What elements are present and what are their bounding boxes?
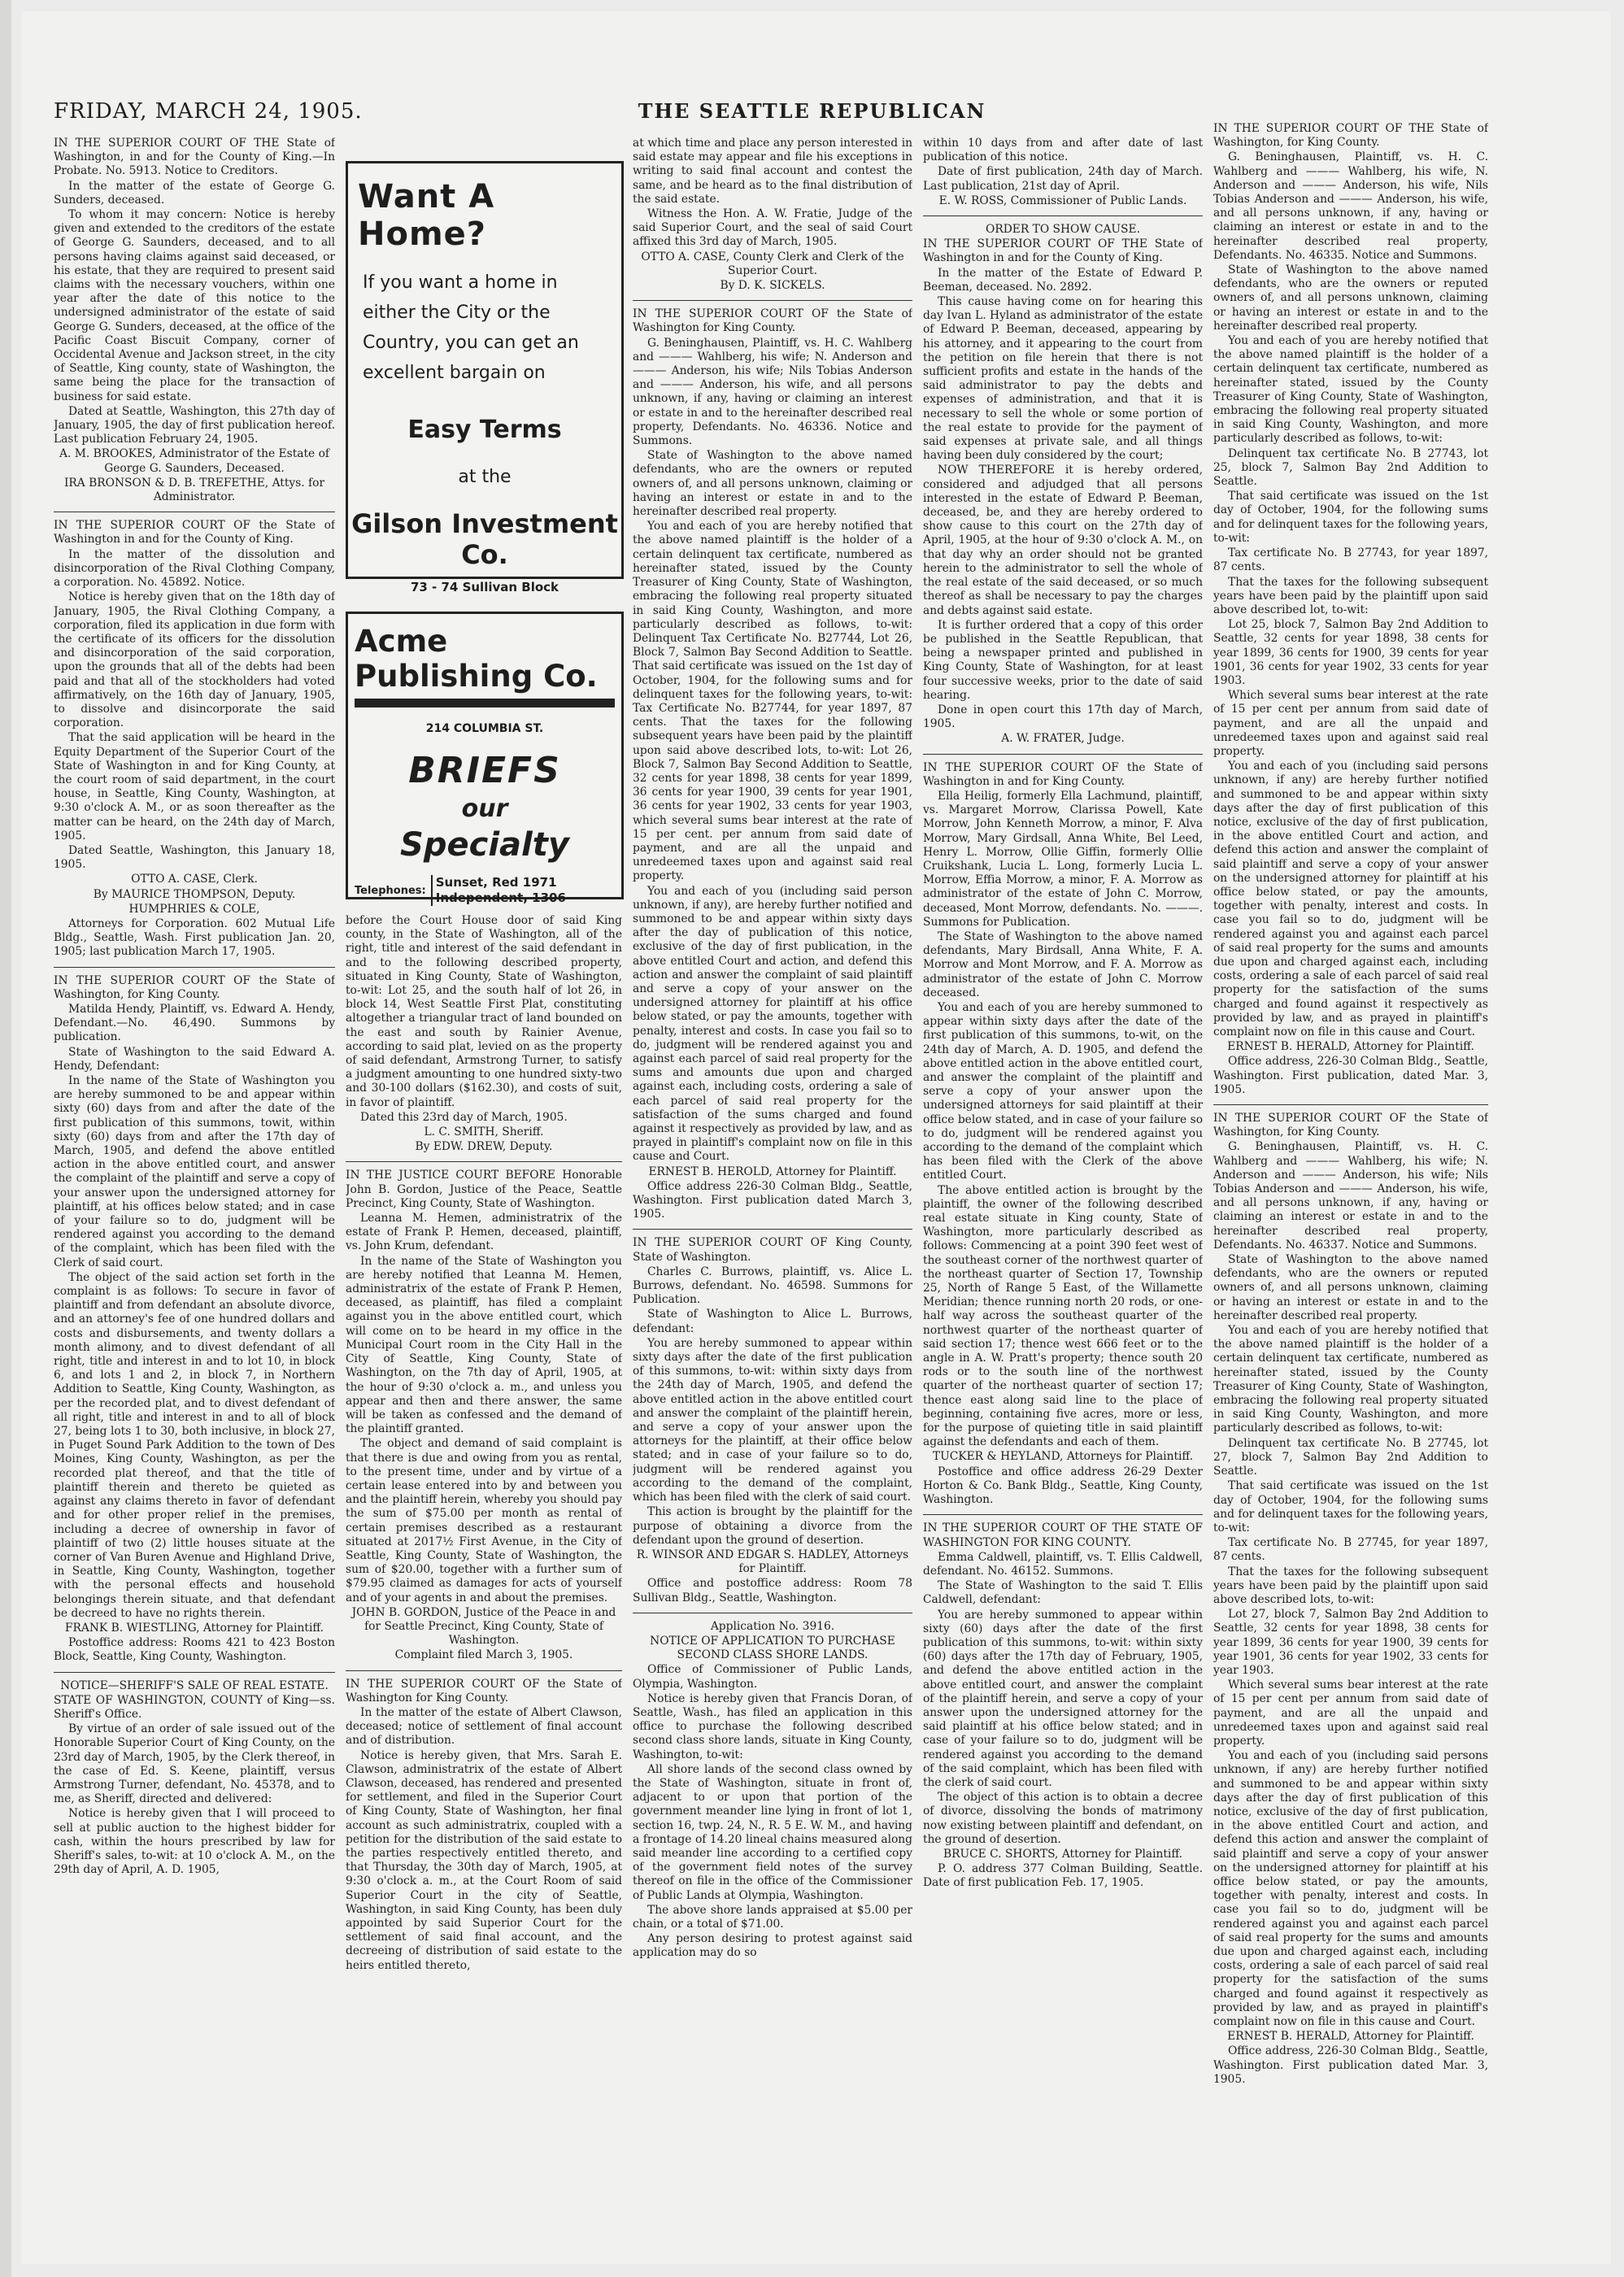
notice-paragraph: IN THE SUPERIOR COURT OF the State of Washington, for King County. (54, 973, 335, 1001)
notice-paragraph: In the matter of the estate of George G. Sunders, deceased. (54, 179, 335, 207)
notice-paragraph: Office of Commissioner of Public Lands, Olympia, Washington. (633, 1663, 912, 1691)
notice-paragraph: Tax certificate No. B 27743, for year 1897, 87 cents. (1213, 546, 1488, 574)
notice-signature: By D. K. SICKELS. (720, 279, 825, 293)
notice-paragraph: In the name of the State of Washington you are hereby summoned to be and appear within sixty (60) days from and after the date of the first publication of this summons, towit, within sixty (60) days from and after the 17th day of March, 1905, and defend the above entitled action in the above entitled court, and answer the complaint of the plaintiff and serve a copy of your answer upon the undersigned attorney for plaintiff, at his offices below stated; and in case of your failure so to do, judgment will be rendered against you according to the demand of the complaint, which has been filed with the Clerk of said court. (54, 1074, 335, 1269)
notice-paragraph: Dated Seattle, Washington, this January 18, 1905. (54, 843, 335, 872)
notice-signature: IRA BRONSON & D. B. TREFETHE, Attys. for Administrator. (63, 476, 325, 504)
notice-paragraph: Office and postoffice address: Room 78 Sullivan Bldg., Seattle, Washington. (633, 1577, 912, 1604)
tel-sunset: Sunset, Red 1971 (435, 875, 557, 890)
notice-paragraph: IN THE SUPERIOR COURT OF the State of Washington in and for the County of King. (54, 519, 335, 546)
notice-paragraph: before the Court House door of said King county, in the State of Washington, all of the right, title and interest of the said defendant in and to the following described property, situated in King County, State of Washington, to-wit: Lot 25, and the south half of lot 26, in block 14, West Seattle First Plat, constituting altogether a triangular tract of land bounded on the east and south by Rainier Avenue, according to said plat, levied on as the property of said defendant, Armstrong Turner, to satisfy a judgment amounting to one hundred sixty-two and 30-100 dollars ($162.30), and costs of suit, in favor of plaintiff. (346, 914, 622, 1109)
notice-paragraph: You and each of you (including said persons unknown, if any) are hereby further notified and summoned to be and appear within sixty days after the day of first publication of this notice, exclusive of the day of first publication, in the above entitled Court and action, and defend this action and answer the complaint of said plaintiff and serve a copy of your answer on the undersigned attorney for plaintiff at his office below stated, or pay the amounts, together with penalty, interest and costs. In case you fail so to do, judgment will be rendered against you and against each parcel of said real property for the sums and amounts due upon and charged against each, including costs, ordering a sale of each parcel of said real property for the satisfaction of the sums charged and found against it respectively as provided by law, and as prayed in plaintiff's complaint now on file in this cause and Court. (1213, 760, 1488, 1038)
notice-paragraph: It is further ordered that a copy of this order be published in the Seattle Republican, that being a newspaper printed and published in King County, State of Washington, for at least four successive weeks, prior to the date of said hearing. (923, 618, 1203, 702)
notice-paragraph: That said certificate was issued on the 1st day of October, 1904, for the following sums and for delinquent taxes for the following years, to-wit: (1213, 490, 1488, 545)
notice-paragraph: The object of this action is to obtain a decree of divorce, dissolving the bonds of matrimony now existing between plaintiff and defendant, on the ground of desertion. (923, 1791, 1203, 1846)
notice-paragraph: Emma Caldwell, plaintiff, vs. T. Ellis Caldwell, defendant. No. 46152. Summons. (923, 1550, 1203, 1578)
notice-paragraph: IN THE SUPERIOR COURT OF King County, State of Washington. (633, 1236, 912, 1264)
notice-paragraph: Lot 27, block 7, Salmon Bay 2nd Addition to Seattle, 32 cents for year 1898, 38 cents for year 1899, 36 cents for year 1900, 39 cents for year 1901, 36 cents for year 1902, 33 cents for year 1903. (1213, 1608, 1488, 1677)
ad-terms: Easy Terms (407, 416, 562, 444)
ad-company: Acme Publishing Co. (355, 624, 598, 694)
page-fold-shadow (0, 0, 11, 2277)
notice-beninghausen-46337 (1213, 1112, 1488, 2087)
column-5 (1213, 122, 1488, 2175)
notice-beninghausen-46335 (1213, 122, 1488, 1097)
notice-shore-lands-cont (923, 137, 1203, 208)
notice-paragraph: G. Beninghausen, Plaintiff, vs. H. C. Wahlberg and ——— Wahlberg, his wife, N. Anderson and ——— Anderson, his wife, Nils Tobias Anderson and ——— Anderson, his wife, and all persons unknown, if any, having or claiming an interest or estate in and to the hereinafter described real property, Defendants. No. 46335. Notice and Summons. (1213, 150, 1488, 262)
notice-clawson-cont (633, 137, 912, 293)
notice-paragraph: The object of the said action set forth in the complaint is as follows: To secure in favor of plaintiff and from defendant an absolute divorce, and an attorney's fee of one hundred dollars and costs and disbursements, and twenty dollars a month alimony, and to divest defendant of all right, title and interest in and to lot 10, in block 6, and lots 1 and 2, in block 7, in Northern Addition to Seattle, King County, Washington, as per the recorded plat, and to divest defendant of all right, title and interest in and to all of block 27, being lots 1 to 30, both inclusive, in block 27, in Puget Sound Park Addition to the town of Des Moines, King County, Washington, as per the recorded plat thereof, and that the title of plaintiff therein and thereto be quieted as against any claims thereto in favor of defendant and for other proper relief in the premises, including a decree of ownership in favor of plaintiff of two (2) little houses situate at the corner of Van Buren Avenue and Highland Drive, in Seattle, King County, Washington, together with the personal effects and household belongings therein situate, and that defendant be decreed to have no rights therein. (54, 1270, 335, 1620)
notice-paragraph: P. O. address 377 Colman Building, Seattle. Date of first publication Feb. 17, 1905. (923, 1862, 1203, 1890)
notice-paragraph: Which several sums bear interest at the rate of 15 per cent per annum from said date of payment, and are all the unpaid and unredeemed taxes upon and against said real property. (1213, 1678, 1488, 1748)
notice-paragraph: Notice is hereby given that I will proceed to sell at public auction to the highest bidder for cash, within the hours prescribed by law for Sheriff's sales, to-wit: at 10 o'clock A. M., on the 29th day of April, A. D. 1905, (54, 1807, 335, 1877)
notice-justice-court (346, 1169, 622, 1662)
notice-paragraph: Office address, 226-30 Colman Bldg., Seattle, Washington. First publication dated Mar. 3, 1905. (1213, 2044, 1488, 2086)
notice-paragraph: Witness the Hon. A. W. Fratie, Judge of the said Superior Court, and the seal of said Court affixed this 3rd day of March, 1905. (633, 207, 912, 249)
notice-paragraph: Notice is hereby given, that Mrs. Sarah E. Clawson, administratrix of the estate of Albert Clawson, deceased, has rendered and presented for settlement, and filed in the Superior Court of King County, State of Washington, her final account as such administratrix, coupled with a petition for the distribution of the said estate to the parties respectively entitled thereto, and that Thursday, the 30th day of March, 1905, at 9:30 o'clock a. m., at the Court Room of said Superior Court in the city of Seattle, Washington, in said King County, has been duly appointed by said Superior Court for the settlement of said final account, and the decreeing of distribution of said estate to the heirs entitled thereto, (346, 1748, 622, 1972)
notice-paragraph: Attorneys for Corporation. 602 Mutual Life Bldg., Seattle, Wash. First publication Jan. 20, 1905; last publication March 17, 1905. (54, 916, 335, 959)
notice-paragraph: State of Washington to the above named defendants, who are the owners or reputed owners of, and all persons unknown, claiming or having an interest or estate in and to the hereinafter described real property. (1213, 263, 1488, 333)
notice-paragraph: That the said application will be heard in the Equity Department of the Superior Court of the State of Washington in and for King County, at the court room of said department, in the court house, in Seattle, King County, Washington, at 9:30 o'clock A. M., or as soon thereafter as the matter can be heard, on the 24th day of March, 1905. (54, 731, 335, 842)
notice-heading: ORDER TO SHOW CAUSE. (986, 223, 1140, 237)
notice-paragraph: In the name of the State of Washington you are hereby notified that Leanna M. Hemen, administratrix of the estate of Frank P. Hemen, deceased, as plaintiff, has filed a complaint against you in the above entitled court, which will come on to be heard in my office in the Municipal Court room in the City Hall in the City of Seattle, King County, State of Washington, on the 7th day of April, 1905, at the hour of 9:30 o'clock a. m., and unless you appear and then and there answer, the same will be taken as confessed and the demand of the plaintiff granted. (346, 1254, 622, 1436)
notice-sheriff-sale (54, 1679, 335, 1878)
notice-sheriff-sale-cont (346, 914, 622, 1154)
notice-heading: NOTICE—SHERIFF'S SALE OF REAL ESTATE. (60, 1678, 329, 1692)
notice-heading: Application No. 3916. (710, 1619, 835, 1633)
notice-paragraph: The above entitled action is brought by the plaintiff, the owner of the following described real estate situate in King county, State of Washington, more particularly described as follows: Commencing at a point 390 feet west of the southeast corner of the northwest quarter of the northeast quarter of Section 17, Township 25, North of Range 5 East, of the Willamette Meridian; thence running north 20 rods, or one-half way across the southeast quarter of the northwest quarter of the northeast quarter of said section 17; thence west 666 feet or to the angle in A. W. Pratt's property; thence south 20 rods or to the south line of the northwest quarter of the northeast quarter of section 17; thence east along said line to the place of beginning, containing five acres, more or less, for the purpose of quieting title in said plaintiff against the defendants and each of them. (923, 1183, 1203, 1449)
ad-address: 73 - 74 Sullivan Block (410, 580, 559, 594)
notice-paragraph: You and each of you (including said persons unknown, if any) are hereby further notified and summoned to be and appear within sixty days after the day of first publication of this notice, exclusive of the day of first publication, in the above entitled Court and action, and defend this action and answer the complaint of said plaintiff and serve a copy of your answer on the undersigned attorney for plaintiff at his office below stated, or pay the amounts, together with penalty, interest and costs. In case you fail so to do, judgment will be rendered against you and against each parcel of said real property for the sums and amounts due upon and charged against each, including costs, ordering a sale of each parcel of said real property for the satisfaction of the sums charged and found against it respectively as provided by law, and as prayed in plaintiff's complaint now on file in this cause and Court. (1213, 1749, 1488, 2029)
column-divider (54, 1672, 335, 1673)
notice-paragraph: at which time and place any person interested in said estate may appear and file his exceptions in writing to said final account and contest the same, and be heard as to the final distribution of the said estate. (633, 137, 912, 206)
notice-heading: NOTICE OF APPLICATION TO PURCHASE SECOND CLASS SHORE LANDS. (650, 1634, 895, 1662)
notice-signature: HUMPHRIES & COLE, (128, 902, 260, 916)
notice-paragraph: You and each of you are hereby notified that the above named plaintiff is the holder of a certain delinquent tax certificate, numbered as hereinafter stated, issued by the County Treasurer of King County, State of Washington, embracing the following real property situated in said King County, Washington, and more particularly described as follows, to-wit: (1213, 334, 1488, 446)
notice-paragraph: By virtue of an order of sale issued out of the Honorable Superior Court of King County, on the 23rd day of March, 1905, by the Clerk thereof, in the case of Ed. S. Keene, plaintiff, versus Armstrong Turner, defendant, No. 45378, and to me, as Sheriff, directed and delivered: (54, 1722, 335, 1806)
notice-shore-lands (633, 1620, 912, 1961)
ad-at: at the (458, 467, 512, 487)
notice-paragraph: IN THE SUPERIOR COURT OF THE State of Washington in and for the County of King. (923, 237, 1203, 265)
notice-paragraph: The State of Washington to the said T. Ellis Caldwell, defendant: (923, 1579, 1203, 1607)
notice-paragraph: Notice is hereby given that on the 18th day of January, 1905, the Rival Clothing Company, a corporation, filed its application in due form with the certificate of its officers for the dissolution and disincorporation of the said corporation, upon the grounds that all of the debts had been paid and that all of the stockholders had voted affirmatively, on the 16th day of January, 1905, to dissolve and disincorporate the said corporation. (54, 590, 335, 730)
notice-clawson-estate (346, 1678, 622, 1973)
notice-paragraph: In the matter of the estate of Albert Clawson, deceased; notice of settlement of final account and of distribution. (346, 1705, 622, 1748)
notice-paragraph: Postoffice and office address 26-29 Dexter Horton & Co. Bank Bldg., Seattle, King County, Washington. (923, 1465, 1203, 1507)
notice-creditors-sunders (54, 137, 335, 504)
notice-paragraph: IN THE SUPERIOR COURT OF THE STATE OF WASHINGTON FOR KING COUNTY. (923, 1522, 1203, 1549)
notice-signature: R. WINSOR AND EDGAR S. HADLEY, Attorneys for Plaintiff. (636, 1548, 909, 1576)
notice-paragraph: All shore lands of the second class owned by the State of Washington, situate in front of, adjacent to or upon that portion of the government meander line lying in front of lot 1, section 16, twp. 24, N., R. 5 E. W. M., and having a frontage of 14.20 lineal chains measured along said meander line according to a certified copy of the government field notes of the survey thereof on file in the office of the Commissioner of Public Lands at Olympia, Washington. (633, 1762, 912, 1902)
column-1 (54, 137, 335, 1909)
notice-signature: FRANK B. WIESTLING, Attorney for Plaintiff. (64, 1621, 324, 1635)
notice-signature: By EDW. DREW, Deputy. (415, 1140, 553, 1154)
ad-rule (355, 699, 615, 707)
notice-paragraph: IN THE SUPERIOR COURT OF the State of Washington for King County. (346, 1677, 622, 1704)
notice-order-show-cause (923, 223, 1203, 747)
notice-paragraph: That the taxes for the following subsequent years have been paid by the plaintiff upon said above described lots, to-wit: (1213, 1565, 1488, 1606)
notice-paragraph: Office address, 226-30 Colman Bldg., Seattle, Washington. First publication, dated Mar. 3, 1905. (1213, 1055, 1488, 1096)
notice-paragraph: IN THE SUPERIOR COURT OF THE State of Washington, for King County. (1213, 122, 1488, 150)
notice-beninghausen-46336 (633, 307, 912, 1221)
issue-date: FRIDAY, MARCH 24, 1905. (54, 99, 363, 124)
notice-paragraph: Leanna M. Hemen, administratrix of the estate of Frank P. Hemen, deceased, plaintiff, vs. John Krum, defendant. (346, 1212, 622, 1253)
column-divider (923, 1514, 1203, 1515)
notice-paragraph: Lot 25, block 7, Salmon Bay 2nd Addition to Seattle, 32 cents for year 1898, 38 cents for year 1899, 36 cents for 1900, 39 cents for year 1901, 36 cents for year 1902, 33 cents for year 1903. (1213, 618, 1488, 687)
notice-signature: TUCKER & HEYLAND, Attorneys for Plaintiff. (932, 1450, 1194, 1464)
notice-paragraph: State of Washington to Alice L. Burrows, defendant: (633, 1308, 912, 1335)
notice-paragraph: G. Beninghausen, Plaintiff, vs. H. C. Wahlberg and ——— Wahlberg, his wife; N. Anderson and ——— Anderson, his wife; Nils Tobias Anderson and ——— Anderson, his wife, and all persons unknown, if any, having or claiming an interest or estate in and to the hereinafter described real property, Defendants. No. 46337. Notice and Summons. (1213, 1140, 1488, 1252)
notice-signature: ERNEST B. HERALD, Attorney for Plaintiff. (1227, 1040, 1474, 1054)
masthead-title: THE SEATTLE REPUBLICAN (638, 99, 986, 123)
notice-rival-clothing (54, 519, 335, 959)
notice-paragraph: Which several sums bear interest at the rate of 15 per cent per annum from said date of payment, and are all the unpaid and unredeemed taxes upon and against said real property. (1213, 689, 1488, 758)
notice-signature: ERNEST B. HERALD, Attorney for Plaintiff. (1227, 2030, 1474, 2044)
notice-paragraph: You are hereby summoned to appear within sixty days after the date of the first publication of this summons, to-wit: within sixty days from the 24th day of March, 1905, and defend the above entitled action in the above entitled court and answer the complaint of the plaintiff herein, and serve a copy of your answer upon the attorneys for the plaintiff, at their office below stated; and in case of your failure so to do, judgment will be rendered against you according to the demand of the complaint, which has been filed with the clerk of said court. (633, 1336, 912, 1504)
notice-paragraph: You and each of you are hereby notified that the above named plaintiff is the holder of a certain delinquent tax certificate, numbered as hereinafter stated, issued by the County Treasurer of King County, State of Washington, embracing the following real property situated in said King County, Washington, and more particularly described as follows, to-wit: (1213, 1324, 1488, 1435)
tel-label: Telephones: (355, 884, 426, 897)
column-divider (346, 1670, 622, 1671)
ad-gilson-investment (346, 161, 624, 594)
column-divider (1213, 1104, 1488, 1105)
ad-telephones (355, 875, 621, 906)
notice-paragraph: The State of Washington to the above named defendants, Mary Birdsall, Anna White, F. A. Morrow and Mont Morrow, and F. A. Morrow as administrator of the estate of John C. Morrow deceased. (923, 930, 1203, 999)
notice-paragraph: The object and demand of said complaint is that there is due and owing from you as rental, to the present time, under and by virtue of a certain lease entered into by and between you and the plaintiff herein, whereby you should pay the sum of $75.00 per month as rental of certain premises described as a restaurant situated at 2017½ First Avenue, in the City of Seattle, King County, State of Washington, the sum of $20.00, together with a further sum of $79.95 claimed as damages for acts of yourself and of your agents in and about the premises. (346, 1437, 622, 1604)
notice-burrows-summons (633, 1236, 912, 1604)
notice-paragraph: This cause having come on for hearing this day Ivan L. Hyland as administrator of the estate of Edward P. Beeman, deceased, appearing by his attorney, and it appearing to the court from the petition on file herein that there is not sufficient profits and estate in the hands of the said administrator to pay the debts and expenses of administration, and that it is necessary to sell the whole or some portion of the real estate to provide for the payment of said expenses at private sale, and all things having been duly considered by the court; (923, 295, 1203, 463)
notice-paragraph: In the matter of the dissolution and disincorporation of the Rival Clothing Company, a corporation. No. 45892. Notice. (54, 547, 335, 590)
notice-paragraph: Any person desiring to protest against said application may do so (633, 1932, 912, 1960)
notice-paragraph: STATE OF WASHINGTON, COUNTY of King—ss. Sheriff's Office. (54, 1693, 335, 1721)
notice-paragraph: NOW THEREFORE it is hereby ordered, considered and adjudged that all persons interested in the estate of Edward P. Beeman, deceased, be, and they are hereby ordered to show cause to this court on the 27th day of April, 1905, at the hour of 9:30 o'clock A. M., on that day why an order should not be granted herein to the administrator to sell the whole of the real estate of the said deceased, or so much thereof as shall be necessary to pay the charges and debts against said estate. (923, 464, 1203, 617)
notice-paragraph: You and each of you are hereby notified that the above named plaintiff is the holder of a certain delinquent tax certificate, numbered as hereinafter stated, issued by the County Treasurer of King County, State of Washington, embracing the following real property situated in said King County, Washington, and more particularly described as follows, to-wit: Delinquent Tax Certificate No. B27744, Lot 26, Block 7, Salmon Bay Second Addition to Seattle. That said certificate was issued on the 1st day of October, 1904, for the following sums and for delinquent taxes for the following years, to-wit: Tax Certificate No. B27744, for year 1897, 87 cents. That the taxes for the following subsequent years have been paid by the plaintiff upon said above described lots, to-wit: Lot 26, Block 7, Salmon Bay Second Addition to Seattle, 32 cents for year 1898, 38 cents for year 1899, 36 cents for year 1900, 39 cents for year 1901, 36 cents for year 1902, 33 cents for year 1903, which several sums bear interest at the rate of 15 per cent. per annum from said date of payment, and are all the unpaid and unredeemed taxes upon and against said real property. (633, 520, 912, 883)
column-divider (923, 754, 1203, 755)
ad-address: 214 COLUMBIA ST. (425, 722, 544, 735)
notice-paragraph: Done in open court this 17th day of March, 1905. (923, 703, 1203, 731)
notice-signature: A. W. FRATER, Judge. (1001, 732, 1125, 746)
notice-signature: OTTO A. CASE, County Clerk and Clerk of the Superior Court. (641, 250, 904, 277)
notice-signature: JOHN B. GORDON, Justice of the Peace in and for Seattle Precinct, King County, State of Washington. (351, 1605, 616, 1648)
notice-paragraph: Date of first publication, 24th day of March. Last publication, 21st day of April. (923, 165, 1203, 193)
notice-paragraph: State of Washington to the above named defendants, who are the owners or reputed owners of, and all persons unknown, claiming or having an interest or estate in and to the hereinafter described real property. (633, 449, 912, 519)
notice-signature: ERNEST B. HEROLD, Attorney for Plaintiff. (648, 1165, 897, 1178)
ad-company: Gilson Investment Co. (351, 508, 618, 570)
notice-signature: BRUCE C. SHORTS, Attorney for Plaintiff. (943, 1847, 1183, 1861)
notice-hendy-summons (54, 974, 335, 1665)
notice-signature: OTTO A. CASE, Clerk. (131, 873, 258, 886)
notice-paragraph: Postoffice address: Rooms 421 to 423 Boston Block, Seattle, King County, Washington. (54, 1636, 335, 1664)
notice-paragraph: That the taxes for the following subsequent years have been paid by the plaintiff upon said above described lot, to-wit: (1213, 575, 1488, 616)
notice-paragraph: Notice is hereby given that Francis Doran, of Seattle, Wash., has filed an application in this office to purchase the following described second class shore lands, situate in King County, Washington, to-wit: (633, 1691, 912, 1761)
notice-paragraph: Delinquent tax certificate No. B 27745, lot 27, block 7, Salmon Bay 2nd Addition to Seattle. (1213, 1436, 1488, 1478)
notice-paragraph: State of Washington to the above named defendants, who are the owners or reputed owners of, and all persons unknown, claiming or having an interest or estate in and to the hereinafter described real property. (1213, 1253, 1488, 1322)
notice-paragraph: Tax certificate No. B 27745, for year 1897, 87 cents. (1213, 1536, 1488, 1564)
column-divider (633, 1229, 912, 1230)
notice-signature: L. C. SMITH, Sheriff. (424, 1125, 544, 1139)
notice-paragraph: Charles C. Burrows, plaintiff, vs. Alice L. Burrows, defendant. No. 46598. Summons for Publication. (633, 1265, 912, 1307)
notice-signature: By MAURICE THOMPSON, Deputy. (93, 887, 296, 901)
notice-paragraph: You and each of you (including said person unknown, if any), are hereby further notified and summoned to be and appear within sixty days after the day of publication of this notice, exclusive of the day of first publication, in the above entitled Court and action, and defend this action and answer the complaint of said plaintiff and serve a copy of your answer on the undersigned attorney for plaintiff at his office below stated, or pay the amounts, together with penalty, interest and costs. In case you fail so to do, judgment will be rendered against you and against each parcel of said real property for the sums and amounts due upon and charged against each, including costs, ordering a sale of each parcel of said real property for the satisfaction of the sums charged and found against it respectively as provided by law, and as prayed in plaintiff's complaint now on file in this cause and Court. (633, 884, 912, 1164)
notice-paragraph: To whom it may concern: Notice is hereby given and extended to the creditors of the estate of George G. Saunders, deceased, and to all persons having claims against said deceased, or his estate, that they are required to present said claims with the necessary vouchers, within one year after the date of this notice to the undersigned administrator of the estate of said George G. Sunders, deceased, at the office of the Pacific Coast Biscuit Company, corner of Occidental Avenue and Jackson street, in the city of Seattle, King county, state of Washington, the same being the place for the transaction of business for said estate. (54, 208, 335, 403)
tel-numbers (431, 875, 566, 906)
notice-paragraph: Dated this 23rd day of March, 1905. (360, 1110, 568, 1124)
notice-paragraph: The above shore lands appraised at $5.00 per chain, or a total of $71.00. (633, 1903, 912, 1931)
ad-body: If you want a home in either the City or the Country, you can get an excellent bargain on (363, 272, 579, 383)
notice-paragraph: Dated at Seattle, Washington, this 27th day of January, 1905, the day of first publication hereof. Last publication February 24, 1905. (54, 404, 335, 446)
notice-paragraph: This action is brought by the plaintiff for the purpose of obtaining a divorce from the defendant upon the ground of desertion. (633, 1505, 912, 1547)
notice-paragraph: You are hereby summoned to appear within sixty (60) days after the date of the first publication of this summons, to-wit: within sixty (60) days after the 17th day of February, 1905, and defend the above entitled action in the above entitled court, and answer the complaint of the plaintiff herein, and serve a copy of your answer upon the undersigned attorney for the said plaintiff at his office below stated; and in case of your failure so to do, judgment will be rendered against you according to the demand of the said complaint, which has been filed with the clerk of said court. (923, 1608, 1203, 1789)
notice-paragraph: In the matter of the Estate of Edward P. Beeman, deceased. No. 2892. (923, 266, 1203, 294)
notice-heilig-morrow (923, 761, 1203, 1508)
ad-specialty: Specialty (400, 826, 569, 864)
column-2 (346, 914, 622, 2176)
notice-paragraph: IN THE SUPERIOR COURT OF THE State of Washington, in and for the County of King.—In Probate. No. 5913. Notice to Creditors. (54, 137, 335, 178)
notice-paragraph: You and each of you are hereby summoned to appear within sixty days after the date of the first publication of this summons, to-wit, on the 24th day of March, A. D. 1905, and defend the above entitled action in the above entitled court, and answer the complaint of the plaintiff and serve a copy of your answer upon the undersigned attorneys for said plaintiff at their office below stated, and in case of your failure so to do, judgment will be rendered against you according to the demand of the complaint which has been filed with the Clerk of the above entitled Court. (923, 1000, 1203, 1182)
notice-paragraph: IN THE SUPERIOR COURT OF the State of Washington for King County. (633, 307, 912, 335)
notice-paragraph: Office address 226-30 Colman Bldg., Seattle, Washington. First publication dated March 3, 1905. (633, 1179, 912, 1221)
notice-signature: A. M. BROOKES, Administrator of the Estate of George G. Saunders, Deceased. (59, 447, 329, 475)
column-divider (54, 967, 335, 968)
column-divider (633, 300, 912, 301)
ad-briefs: BRIEFS (408, 750, 561, 791)
ad-acme-publishing (346, 612, 624, 905)
notice-paragraph: IN THE JUSTICE COURT BEFORE Honorable John B. Gordon, Justice of the Peace, Seattle Precinct, King County, State of Washington. (346, 1169, 622, 1210)
notice-paragraph: State of Washington to the said Edward A. Hendy, Defendant: (54, 1045, 335, 1073)
ad-headline: Want A Home? (358, 178, 495, 253)
column-divider (346, 1161, 622, 1162)
notice-caldwell-summons (923, 1522, 1203, 1890)
column-4 (923, 137, 1203, 2175)
notice-paragraph: IN THE SUPERIOR COURT OF the State of Washington, for King County. (1213, 1112, 1488, 1139)
notice-paragraph: Delinquent tax certificate No. B 27743, lot 25, block 7, Salmon Bay 2nd Addition to Seattle. (1213, 446, 1488, 489)
tel-independent: Independent, 1306 (435, 890, 566, 905)
notice-signature: Complaint filed March 3, 1905. (394, 1648, 573, 1662)
notice-paragraph: G. Beninghausen, Plaintiff, vs. H. C. Wahlberg and ——— Wahlberg, his wife; N. Anderson and ——— Anderson, his wife; Nils Tobias Anderson and ——— Anderson, his wife, and all persons unknown, if any, having or claiming an interest or estate in and to the hereinafter described real property, Defendants. No. 46336. Notice and Summons. (633, 336, 912, 448)
ad-our: our (461, 795, 508, 823)
notice-paragraph: That said certificate was issued on the 1st day of October, 1904, for the following sums and for delinquent taxes for the following years, to-wit: (1213, 1479, 1488, 1535)
notice-paragraph: Ella Heilig, formerly Ella Lachmund, plaintiff, vs. Margaret Morrow, Clarissa Powell, Kate Morrow, John Kenneth Morrow, a minor, F. Alva Morrow, Mary Girdsall, Anna White, Bel Leed, Henry L. Morrow, Ollie Giffin, formerly Ollie Cruikshank, Lucia L. Long, formerly Lucia L. Morrow, Effia Morrow, a minor, F. A. Morrow as administrator of the estate of John C. Morrow, deceased, Mont Morrow, defendants. No. ———. Summons for Publication. (923, 789, 1203, 929)
column-3 (633, 137, 912, 2175)
notice-signature: E. W. ROSS, Commissioner of Public Lands. (938, 194, 1187, 207)
notice-paragraph: Matilda Hendy, Plaintiff, vs. Edward A. Hendy, Defendant.—No. 46,490. Summons by publication. (54, 1002, 335, 1044)
notice-paragraph: within 10 days from and after date of last publication of this notice. (923, 137, 1203, 164)
notice-paragraph: IN THE SUPERIOR COURT OF the State of Washington in and for King County. (923, 760, 1203, 788)
